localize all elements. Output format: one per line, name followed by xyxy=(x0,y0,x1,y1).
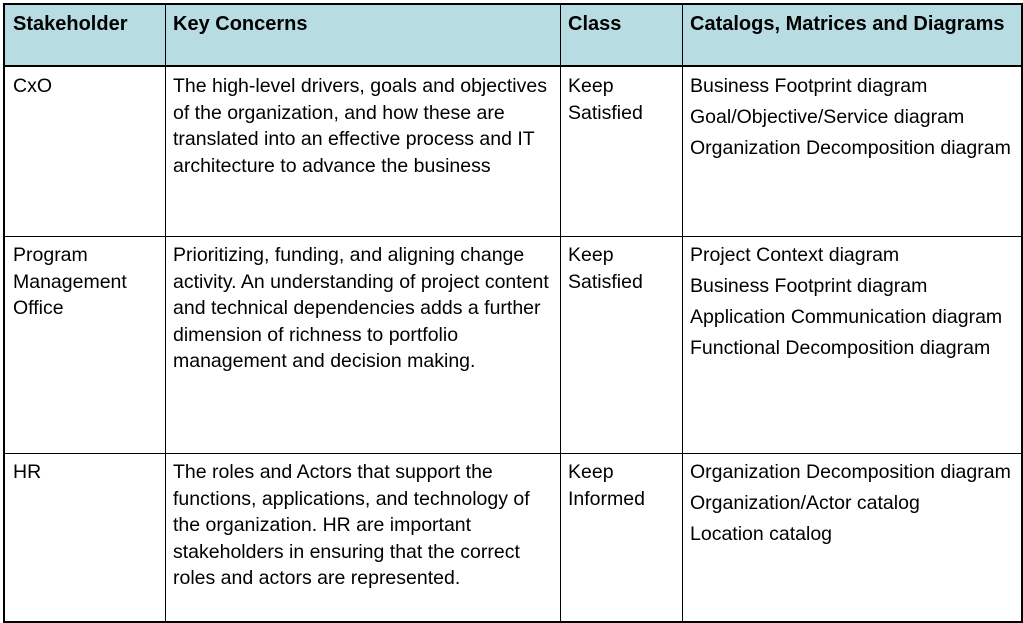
catalog-item: Application Communication diagram xyxy=(690,306,1003,328)
row-stakeholder: CxO xyxy=(13,75,52,97)
table-row xyxy=(5,236,1021,453)
header-stakeholder: Stakeholder xyxy=(13,13,128,35)
header-bottom-rule xyxy=(5,65,1021,67)
row-concerns: Prioritizing, funding, and aligning change activity. An understanding of project content and technical dependencies adds a further dimension of richness to portfolio management and decision making. xyxy=(173,244,549,372)
header-catalogs: Catalogs, Matrices and Diagrams xyxy=(690,13,1005,35)
table-header-row xyxy=(5,5,1021,65)
catalog-item: Business Footprint diagram xyxy=(690,75,928,97)
catalog-item: Organization Decomposition diagram xyxy=(690,137,1011,159)
row-stakeholder: HR xyxy=(13,461,42,483)
table-row xyxy=(5,67,1021,236)
row-divider xyxy=(5,236,1021,237)
table-row xyxy=(5,453,1021,621)
catalog-item: Location catalog xyxy=(690,523,833,545)
stakeholder-table xyxy=(3,3,1023,623)
catalog-item: Organization Decomposition diagram xyxy=(690,461,1011,483)
row-class: Keep Satisfied xyxy=(568,75,643,124)
row-catalog-list xyxy=(682,67,1021,236)
column-divider xyxy=(165,5,166,621)
row-class: Keep Satisfied xyxy=(568,244,643,293)
row-class: Keep Informed xyxy=(568,461,645,510)
catalog-item: Goal/Objective/Service diagram xyxy=(690,106,965,128)
catalog-item: Functional Decomposition diagram xyxy=(690,337,991,359)
row-concerns: The roles and Actors that support the functions, applications, and technology of the organization. HR are important stakeholders in ensuring that the correct roles and actors are represented. xyxy=(173,461,530,589)
row-stakeholder: Program Management Office xyxy=(13,244,127,319)
catalog-item: Organization/Actor catalog xyxy=(690,492,920,514)
row-concerns: The high-level drivers, goals and objectives of the organization, and how these are translated into an effective process and IT architecture to advance the business xyxy=(173,75,547,177)
header-key-concerns: Key Concerns xyxy=(173,13,308,35)
column-divider xyxy=(682,5,683,621)
header-class: Class xyxy=(568,13,622,35)
row-divider xyxy=(5,453,1021,454)
row-catalog-list xyxy=(682,453,1021,621)
catalog-item: Business Footprint diagram xyxy=(690,275,928,297)
row-catalog-list xyxy=(682,236,1021,453)
column-divider xyxy=(560,5,561,621)
catalog-item: Project Context diagram xyxy=(690,244,900,266)
